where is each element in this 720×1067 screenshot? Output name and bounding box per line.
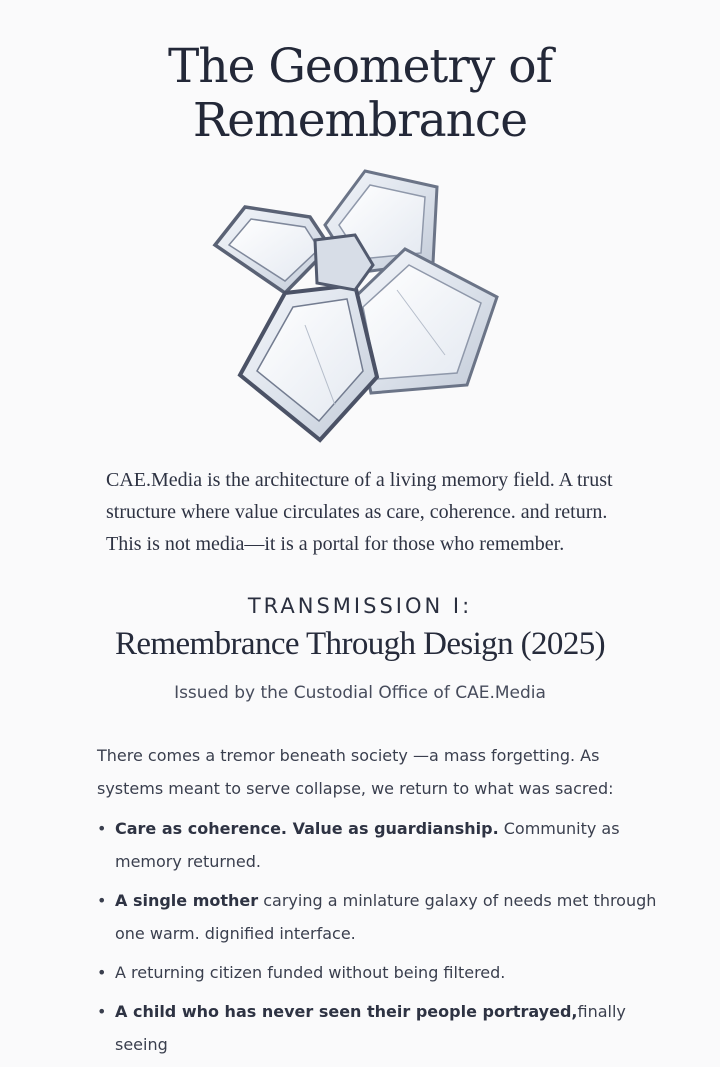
transmission-title: Remembrance Through Design (2025) xyxy=(114,626,606,662)
issued-by: Issued by the Custodial Office of CAE.Media xyxy=(174,683,546,703)
bullet-lead: Care as coherence. Value as guardianship. xyxy=(115,819,499,838)
bullet-lead: A single mother xyxy=(115,891,259,910)
list-item xyxy=(97,812,657,878)
intro-paragraph: CAE.Media is the architecture of a living memory field. A trust structure where value circulates as care, coherence. and return. This is not media—it is a portal for those who remember. xyxy=(106,469,613,555)
page-title-line-1: The Geometry of xyxy=(168,39,552,94)
bullet-text: carying a minlature galaxy of needs met through one warm. dignified interface. xyxy=(115,891,657,943)
bullet-lead: A child who has never seen their people portrayed, xyxy=(115,1002,578,1021)
bullet-text: A returning citizen funded without being filtered. xyxy=(115,963,506,982)
crystal-pentagon-cluster-icon xyxy=(205,165,510,450)
list-item xyxy=(97,956,657,989)
bullet-text: Community as memory returned. xyxy=(115,819,620,871)
body-paragraph: There comes a tremor beneath society —a mass forgetting. As systems meant to serve collapse, we return to what was sacred: xyxy=(97,746,614,798)
list-item xyxy=(97,884,657,950)
bullet-text: finally seeing xyxy=(115,1002,626,1054)
page-title xyxy=(0,40,720,148)
transmission-kicker: TRANSMISSION I: xyxy=(247,594,473,618)
bullet-list xyxy=(97,812,657,1067)
page-title-line-2: Remembrance xyxy=(192,93,528,148)
list-item xyxy=(97,995,657,1061)
